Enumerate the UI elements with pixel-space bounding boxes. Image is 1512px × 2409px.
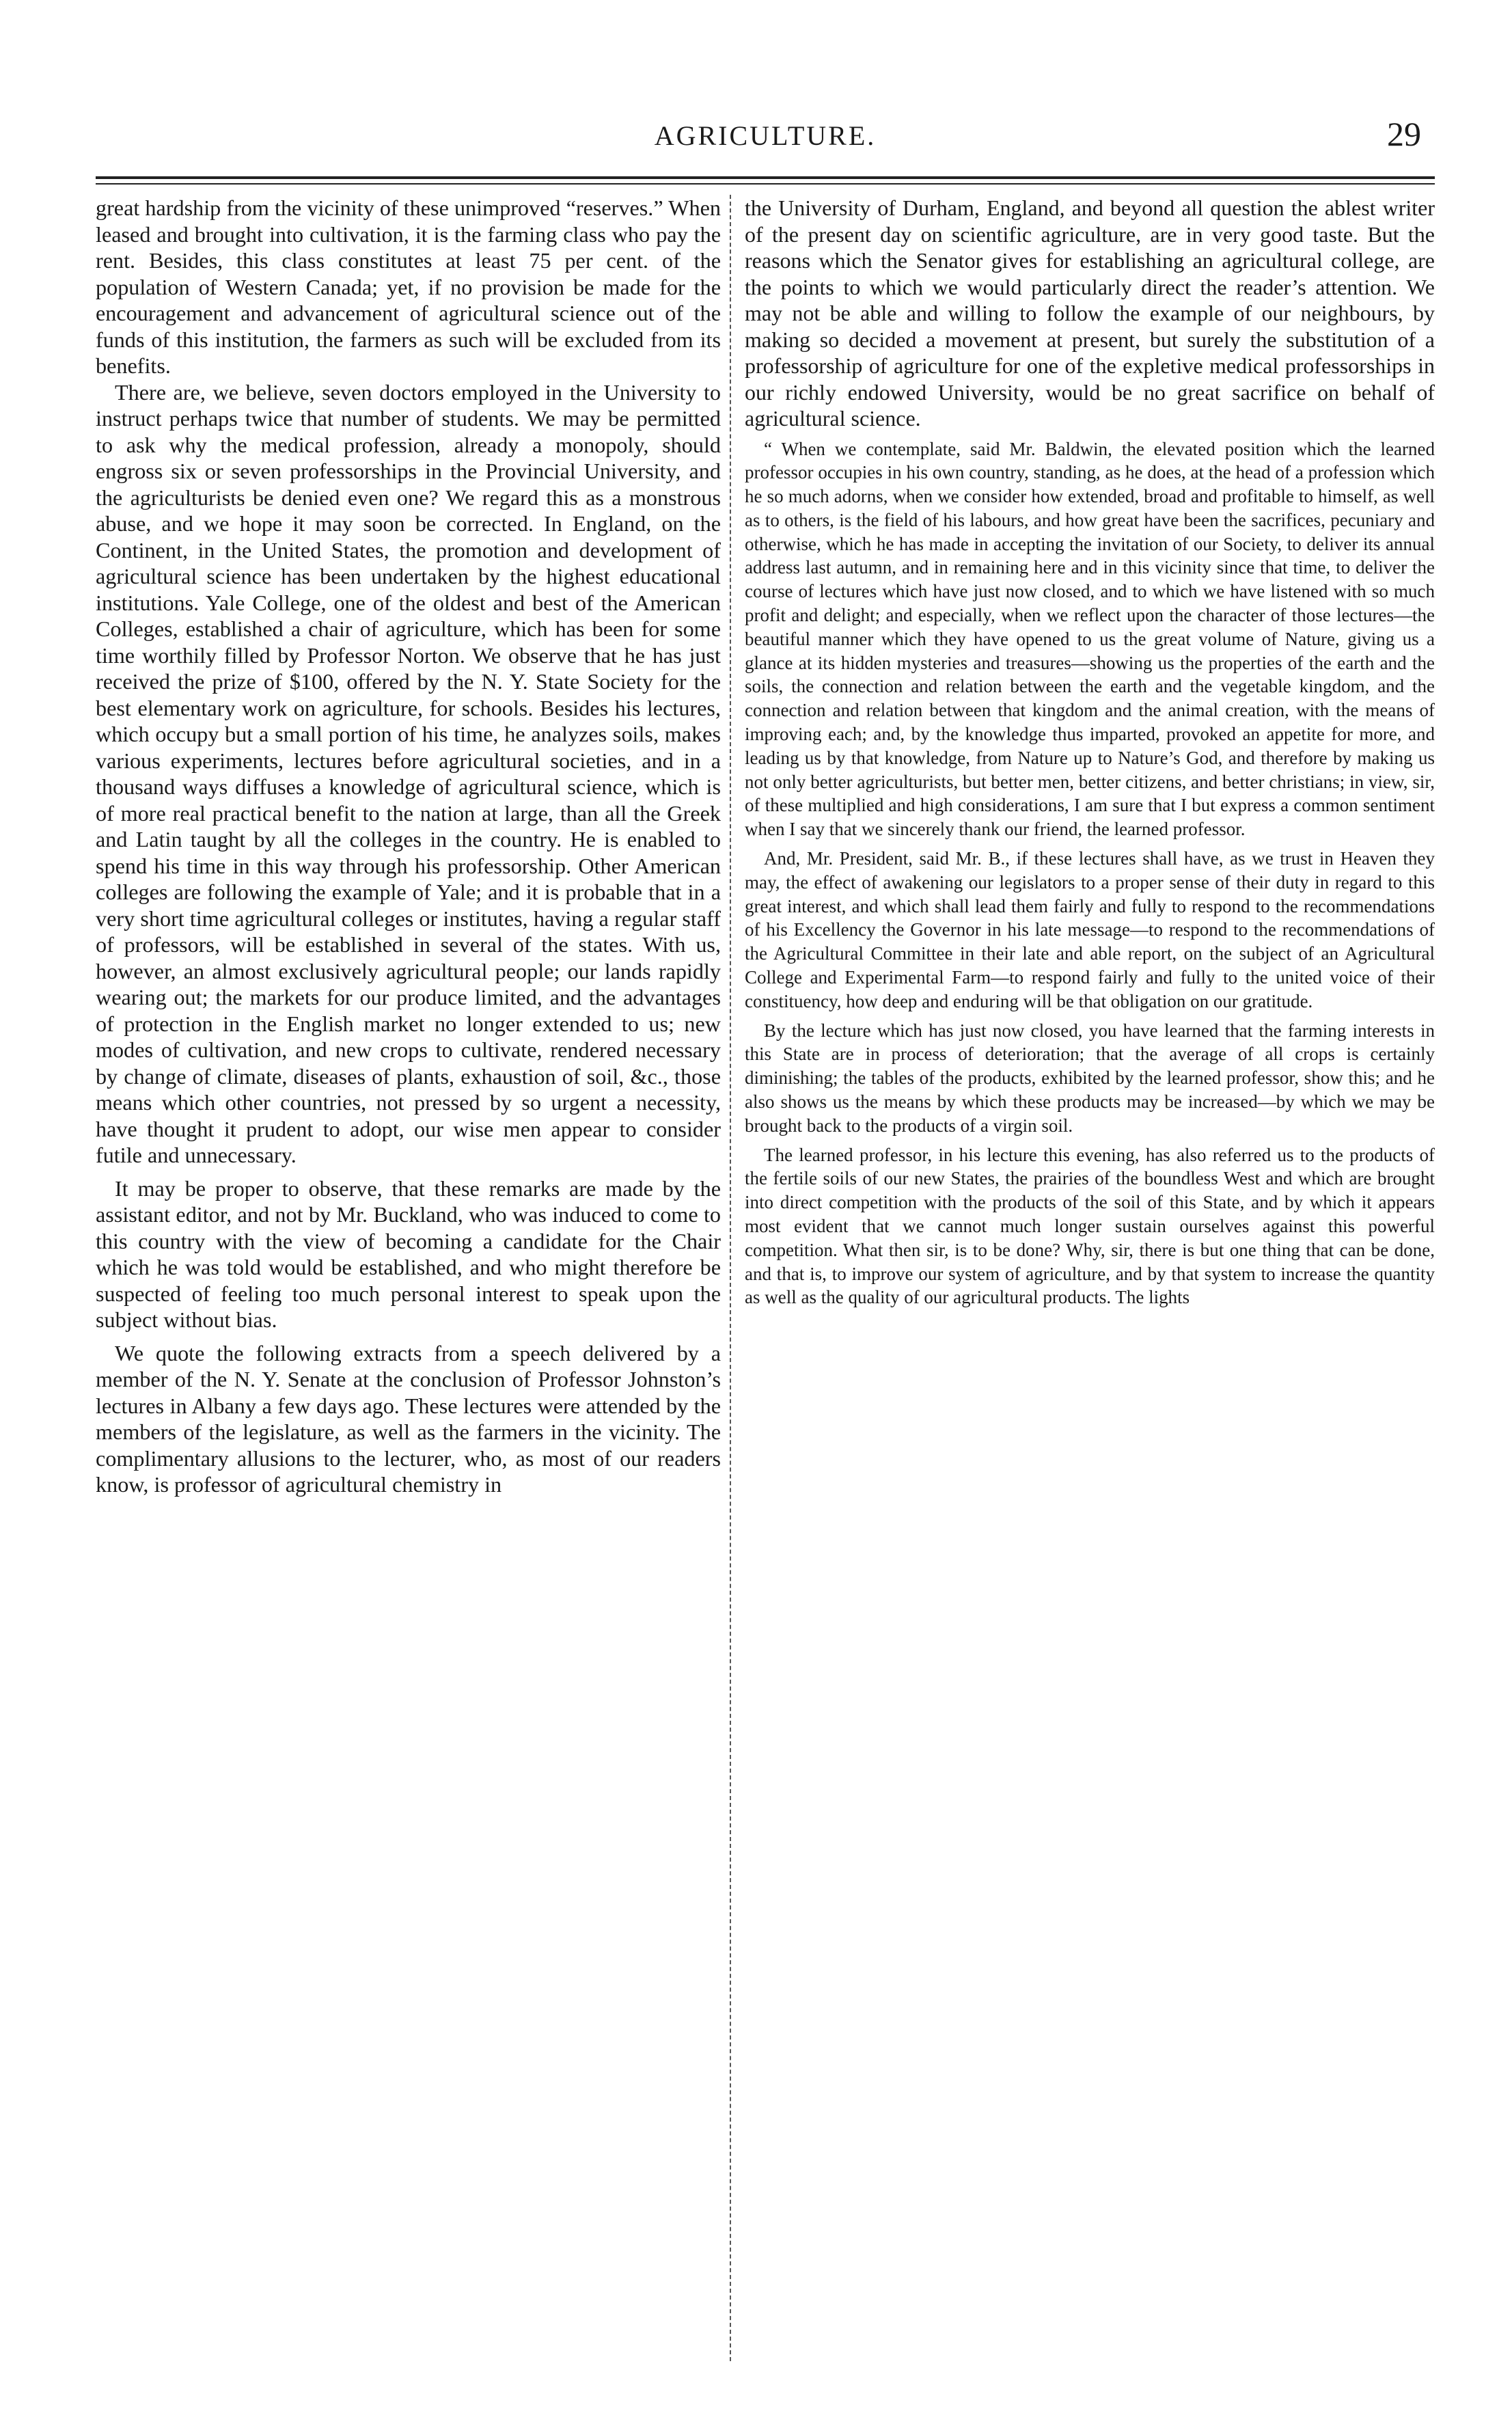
left-paragraph-2: There are, we believe, seven doctors employed in the University to instruct perhaps twice that number of students. We may be permitted to ask why the medical profession, already a monopoly, should engross six or seven professorships in the Provincial University, and the agriculturists be denied even one? We regard this as a monstrous abuse, and we hope it may soon be corrected. In England, on the Continent, in the United States, the promotion and development of agricultural science has been undertaken by the highest educational institutions. Yale College, one of the oldest and best of the American Colleges, established a chair of agriculture, which has been for some time worthily filled by Professor Norton. We observe that he has just received the prize of $100, offered by the N. Y. State Society for the best elementary work on agriculture, for schools. Besides his lectures, which occupy but a small portion of his time, he analyzes soils, makes various experiments, lectures before agricultural societies, and in a thousand ways diffuses a knowledge of agricultural science, which is of more real practical benefit to the nation at large, than all the Greek and Latin taught by all the colleges in the country. He is enabled to spend his time in this way through his professorship. Other American colleges are following the example of Yale; and it is probable that in a very short time agricultural colleges or institutes, having a regular staff of professors, will be established in several of the states. With us, however, an almost exclusively agricultural people; our lands rapidly wearing out; the markets for our produce limited, and the advantages of protection in the English market no longer extended to us; new modes of cultivation, and new crops to cultivate, rendered necessary by change of climate, diseases of plants, exhaustion of soil, &c., those means which other countries, not pressed by so urgent a necessity, have thought it prudent to adopt, our wise men appear to consider futile and unnecessary. <box>96 379 721 1167</box>
page-header <box>96 115 1435 161</box>
right-intro-paragraph: the University of Durham, England, and beyond all question the ablest writer of the present day on scientific agriculture, are in very good taste. But the reasons which the Senator gives for establishing an agricultural college, are the points to which we would particularly direct the reader’s attention. We may not be able and willing to follow the example of our neighbours, by making so decided a movement at present, but surely the substitution of a professorship of agriculture for one of the expletive medical professorships in our richly endowed University, would be no great sacrifice on behalf of agricultural science. <box>745 195 1435 431</box>
left-column <box>96 195 721 2361</box>
header-rule-thin <box>96 183 1435 185</box>
right-column <box>745 195 1435 2361</box>
left-paragraph-3: It may be proper to observe, that these remarks are made by the assistant editor, and not by Mr. Buckland, who was induced to come to this country with the view of becoming a candidate for the Chair which he was told would be established, and who might therefore be suspected of feeling too much personal interest to speak upon the subject without bias. <box>96 1175 721 1332</box>
speech-paragraph-3: By the lecture which has just now closed, you have learned that the farming interests in this State are in process of deterioration; that the average of all crops is certainly diminishing; the tables of the products, exhibited by the learned professor, show this; and he also shows us the means by which these products may be increased—by which we may be brought back to the products of a virgin soil. <box>745 1020 1435 1136</box>
header-rule-thick <box>96 176 1435 179</box>
speech-paragraph-4: The learned professor, in his lecture this evening, has also referred us to the products of the fertile soils of our new States, the prairies of the boundless West and which are brought into direct competition with the products of the soil of this State, and by which it appears most evident that we cannot much longer sustain ourselves against this powerful competition. What then sir, is to be done? Why, sir, there is but one thing that can be done, and that is, to improve our system of agriculture, and by that system to increase the quantity as well as the quality of our agricultural products. The lights <box>745 1144 1435 1308</box>
speech-paragraph-1: “ When we contemplate, said Mr. Baldwin, the elevated position which the learned professor occupies in his own country, standing, as he does, at the head of a profession which he so much adorns, when we consider how extended, broad and profitable to himself, as well as to others, is the field of his labours, and how great have been the sacrifices, pecuniary and otherwise, which he has made in accepting the invitation of our Society, to deliver its annual address last autumn, and in remaining here and in this vicinity since that time, to deliver the course of lectures which have just now closed, and to which we have listened with so much profit and delight; and especially, when we reflect upon the character of those lectures—the beautiful manner which they have opened to us the great volume of Nature, giving us a glance at its hidden mysteries and treasures—showing us the properties of the earth and the soils, the connection and relation between the earth and the vegetable kingdom, and the connection and relation between that kingdom and the animal creation, with the means of improving each; and, by the knowledge thus imparted, provoked an appetite for more, and leading us by that knowledge, from Nature up to Nature’s God, and therefore by making us not only better agriculturists, but better men, better citizens, and better christians; in view, sir, of these multiplied and high considerations, I am sure that I but express a common sentiment when I say that we sincerely thank our friend, the learned professor. <box>745 438 1435 840</box>
column-divider <box>730 195 732 2361</box>
page-number: 29 <box>1387 115 1421 153</box>
left-paragraph-1: great hardship from the vicinity of these unimproved “reserves.” When leased and brought into cultivation, it is the farming class who pay the rent. Besides, this class constitutes at least 75 per cent. of the population of Western Canada; yet, if no provision be made for the encouragement and advancement of agricultural science out of the funds of this institution, the farmers as such will be excluded from its benefits. <box>96 195 721 378</box>
left-paragraph-4: We quote the following extracts from a speech delivered by a member of the N. Y. Senate at the conclusion of Professor Johnston’s lectures in Albany a few days ago. These lectures were attended by the members of the legislature, as well as the farmers in the vicinity. The complimentary allusions to the lecturer, who, as most of our readers know, is professor of agricultural chemistry in <box>96 1340 721 1497</box>
running-title: AGRICULTURE. <box>654 120 877 151</box>
speech-paragraph-2: And, Mr. President, said Mr. B., if these lectures shall have, as we trust in Heaven they may, the effect of awakening our legislators to a proper sense of their duty in regard to this great interest, and which shall lead them fairly and fully to respond to the recommendations of his Excellency the Governor in his late message—to respond to the recommendations of the Agricultural Committee in their late and able report, on the subject of an Agricultural College and Experimental Farm—to respond fairly and fully to the united voice of their constituency, how deep and enduring will be that obligation on our gratitude. <box>745 848 1435 1011</box>
